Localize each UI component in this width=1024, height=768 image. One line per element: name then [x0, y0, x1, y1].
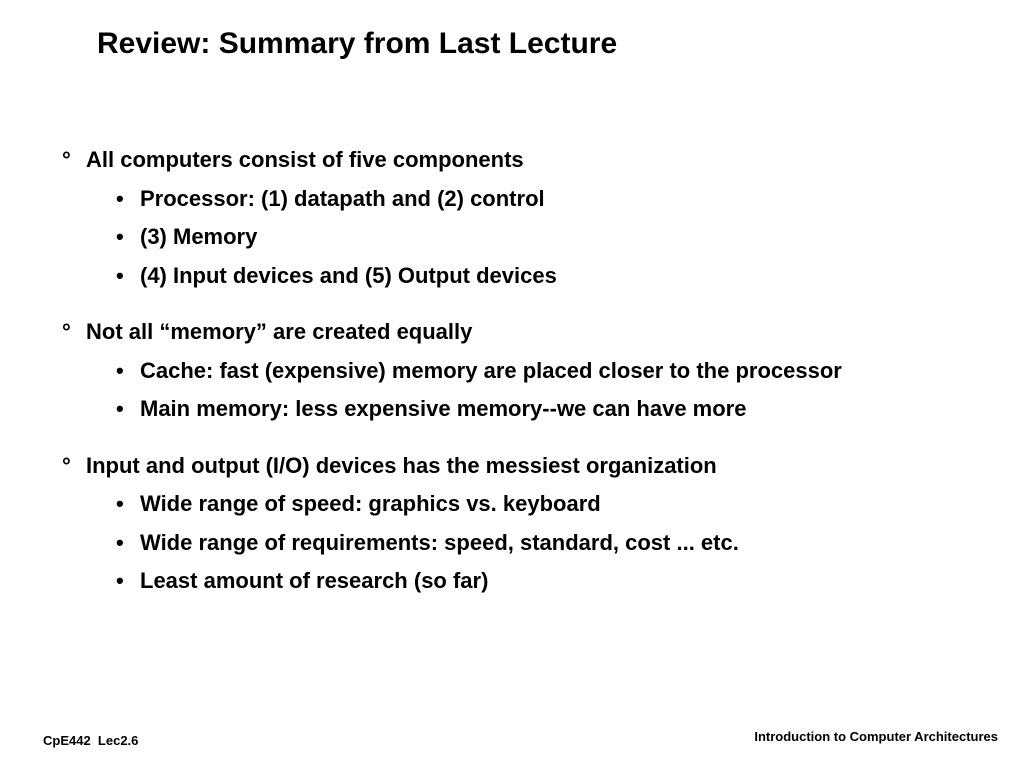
level2-bullet-icon: •: [116, 358, 124, 383]
list-item: Least amount of research (so far): [140, 568, 489, 593]
list-item: Processor: (1) datapath and (2) control: [140, 186, 545, 211]
footer-course-title: Introduction to Computer Architectures: [754, 729, 998, 744]
level2-bullet-icon: •: [116, 263, 124, 288]
level2-bullet-icon: •: [116, 224, 124, 249]
footer-course-code: CpE442 Lec2.6: [43, 733, 139, 748]
level2-bullet-icon: •: [116, 491, 124, 516]
level2-bullet-icon: •: [116, 186, 124, 211]
list-item: Wide range of requirements: speed, standard, cost ... etc.: [140, 530, 739, 555]
list-item: Main memory: less expensive memory--we can have more: [140, 396, 747, 421]
list-item: (3) Memory: [140, 224, 258, 249]
level2-bullet-icon: •: [116, 396, 124, 421]
level2-bullet-icon: •: [116, 530, 124, 555]
list-item: (4) Input devices and (5) Output devices: [140, 263, 557, 288]
slide-title: Review: Summary from Last Lecture: [97, 27, 618, 60]
section-heading: Input and output (I/O) devices has the messiest organization: [86, 453, 717, 478]
level2-bullet-icon: •: [116, 568, 124, 593]
level1-bullet-icon: °: [62, 453, 71, 478]
list-item: Wide range of speed: graphics vs. keyboard: [140, 491, 601, 516]
list-item: Cache: fast (expensive) memory are placed closer to the processor: [140, 358, 842, 383]
section-heading: Not all “memory” are created equally: [86, 319, 473, 344]
section-heading: All computers consist of five components: [86, 147, 524, 172]
level1-bullet-icon: °: [62, 147, 71, 172]
level1-bullet-icon: °: [62, 319, 71, 344]
